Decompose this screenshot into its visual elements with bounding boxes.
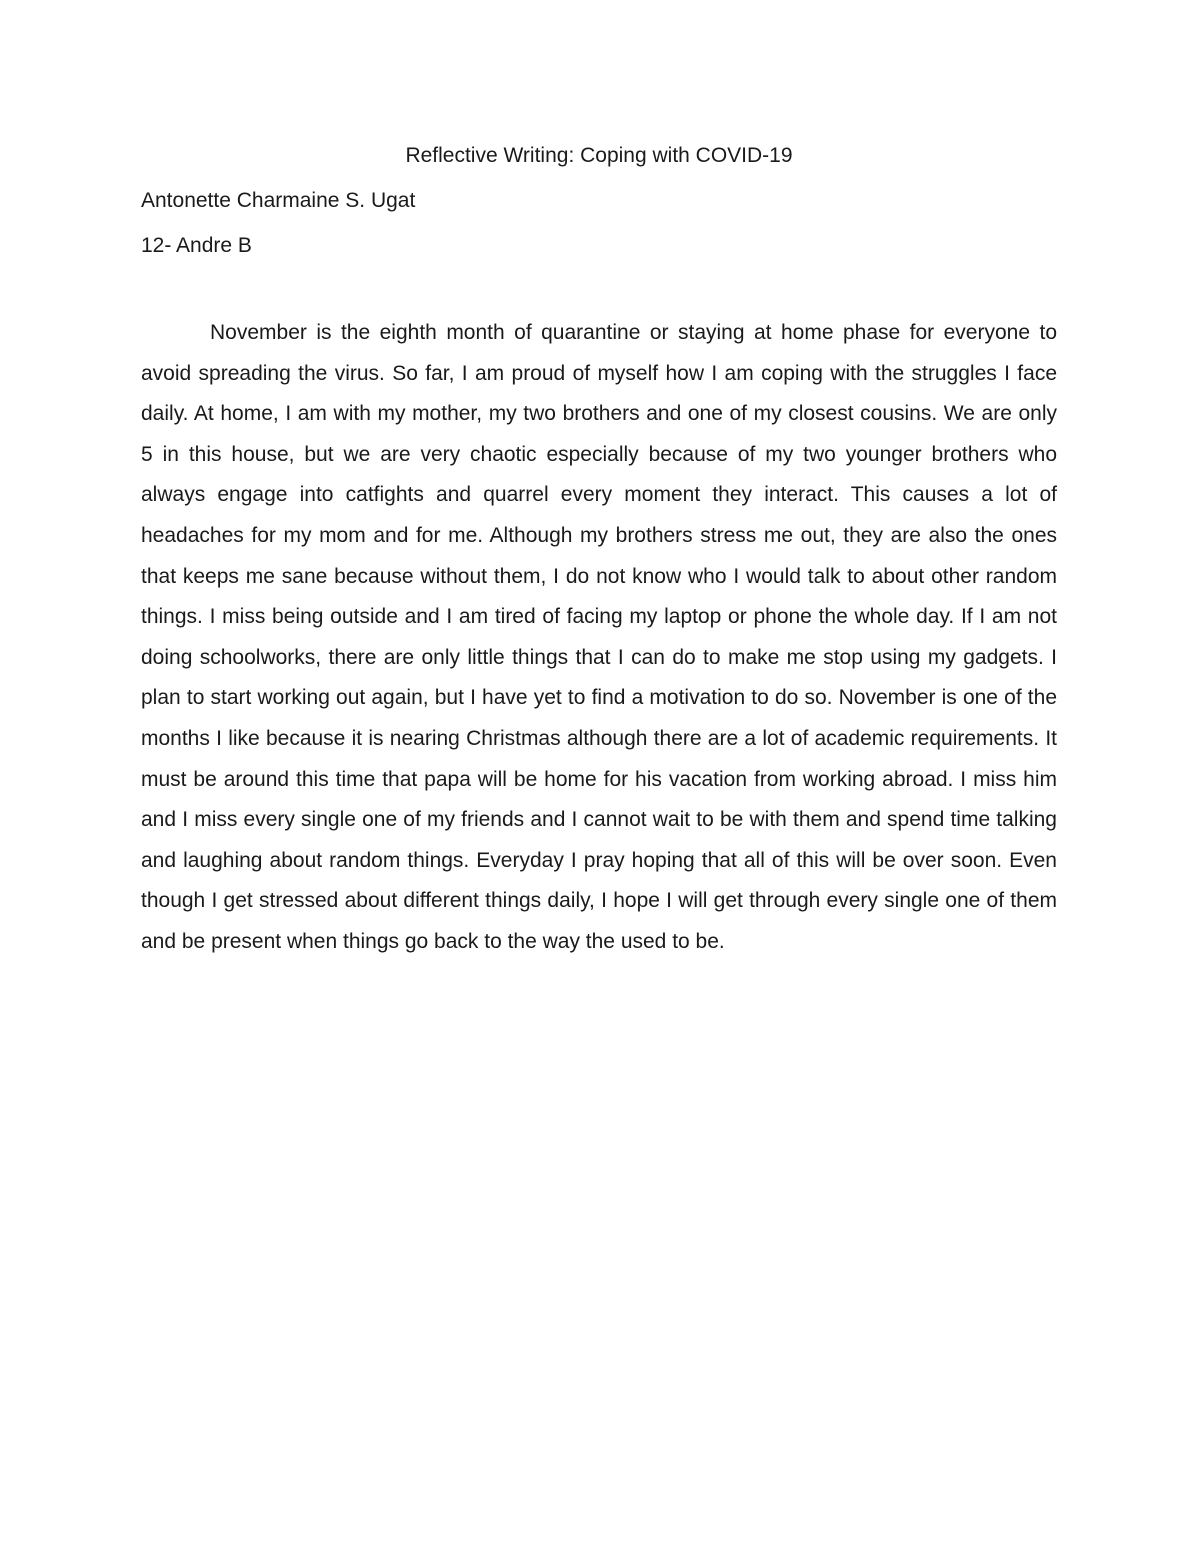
body-paragraph: November is the eighth month of quarantine or staying at home phase for everyone to avoid spreading the virus. So far, I am proud of myself how I am coping with the struggles I face daily. At home, I am with my mother, my two brothers and one of my closest cousins. We are only 5 in this house, but we are very chaotic especially because of my two younger brothers who always engage into catfights and quarrel every moment they interact. This causes a lot of headaches for my mom and for me. Although my brothers stress me out, they are also the ones that keeps me sane because without them, I do not know who I would talk to about other random things. I miss being outside and I am tired of facing my laptop or phone the whole day. If I am not doing schoolworks, there are only little things that I can do to make me stop using my gadgets. I plan to start working out again, but I have yet to find a motivation to do so. November is one of the months I like because it is nearing Christmas although there are a lot of academic requirements. It must be around this time that papa will be home for his vacation from working abroad. I miss him and I miss every single one of my friends and I cannot wait to be with them and spend time talking and laughing about random things. Everyday I pray hoping that all of this will be over soon. Even though I get stressed about different things daily, I hope I will get through every single one of them and be present when things go back to the way the used to be.: [141, 321, 1057, 953]
document-title: Reflective Writing: Coping with COVID-19: [405, 144, 793, 167]
author-name: Antonette Charmaine S. Ugat: [141, 189, 416, 212]
class-section: 12- Andre B: [141, 234, 252, 257]
document-content: [141, 141, 1057, 963]
